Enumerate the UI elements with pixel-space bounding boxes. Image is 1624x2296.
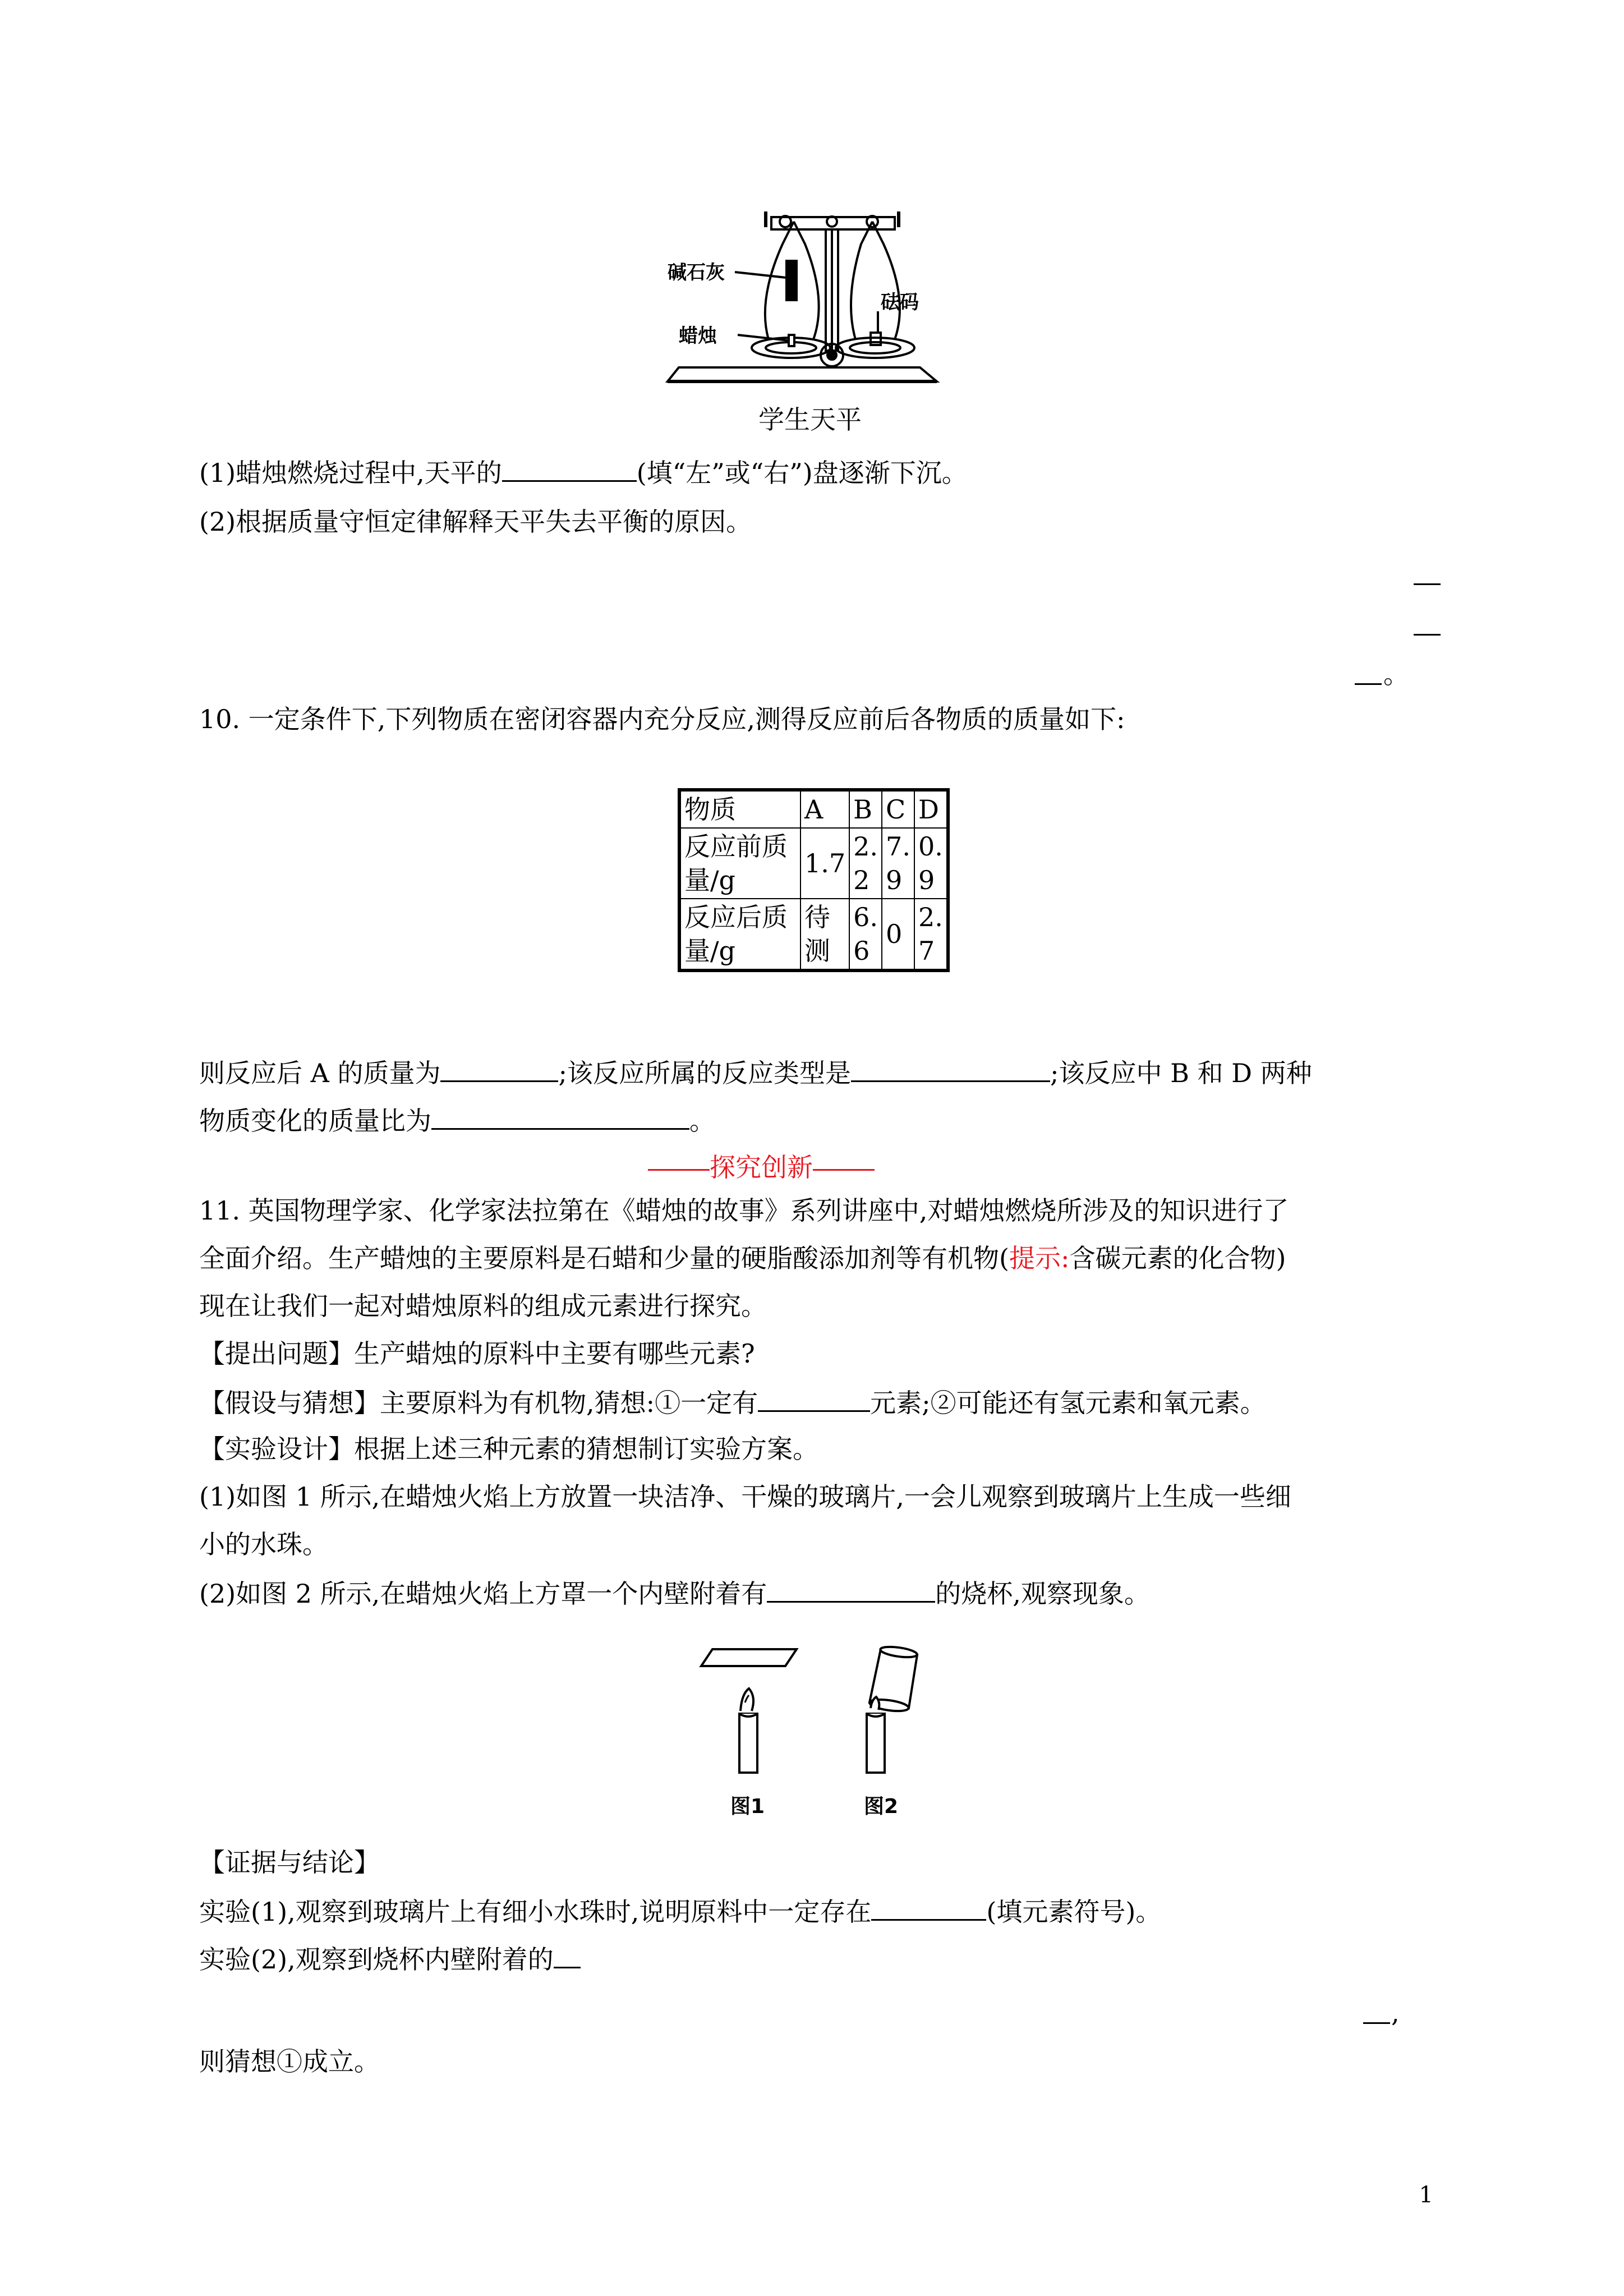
q10-answer-line1: 则反应后 A 的质量为 ;该反应所属的反应类型是 ;该反应中 B 和 D 两种: [199, 1055, 1312, 1090]
q11-hypothesis: 【假设与猜想】主要原料为有机物,猜想:①一定有 元素;②可能还有氢元素和氧元素。: [199, 1384, 1266, 1420]
q11-blank-element-symbol[interactable]: [871, 1893, 986, 1921]
q11-raise-question: 【提出问题】生产蜡烛的原料中主要有哪些元素?: [199, 1338, 755, 1369]
q9-part1-post: (填“左”或“右”)盘逐渐下沉。: [636, 458, 968, 488]
candle-experiment-figure: [696, 1644, 942, 1840]
q9-answer-line-2[interactable]: [1414, 634, 1441, 636]
table-row-label: 反应后质 量/g: [679, 899, 801, 970]
q9-end-mark: 。: [1383, 659, 1409, 689]
balance-caption: 学生天平: [758, 404, 862, 435]
label-weight: 砝码: [881, 291, 919, 314]
table-header-cell: 物质: [679, 790, 801, 828]
label-candle: 蜡烛: [679, 325, 717, 347]
fig2-label: 图2: [864, 1795, 899, 1818]
student-balance-figure: [656, 205, 970, 387]
q9-answer-line-1[interactable]: [1414, 583, 1441, 585]
q11-conclusion2: 实验(2),观察到烧杯内壁附着的: [199, 1941, 581, 1976]
table-cell: 1.7: [801, 828, 849, 899]
q11-evidence-heading: 【证据与结论】: [199, 1847, 380, 1878]
q9-part1: [199, 454, 968, 490]
q10-stem: 10. 一定条件下,下列物质在密闭容器内充分反应,测得反应前后各物质的质量如下:: [199, 704, 1125, 734]
table-header-cell: A: [801, 790, 849, 828]
hint-label: 提示:: [1009, 1243, 1070, 1273]
q9-part1-pre: (1)蜡烛燃烧过程中,天平的: [199, 458, 502, 488]
page-number: 1: [1419, 2182, 1433, 2208]
section-heading: 探究创新: [648, 1147, 875, 1184]
q11-blank-observation[interactable]: [554, 1941, 581, 1968]
q11-answer-line-end[interactable]: [1363, 2022, 1390, 2024]
q11-exp1-a: (1)如图 1 所示,在蜡烛火焰上方放置一块洁净、干燥的玻璃片,一会儿观察到玻璃片上生成一些细: [199, 1481, 1291, 1512]
q11-conclusion2-end: ,: [1391, 1998, 1400, 2028]
table-row-label: 反应前质 量/g: [679, 828, 801, 899]
q11-conclusion3: 则猜想①成立。: [199, 2046, 380, 2077]
q11-line1: 11. 英国物理学家、化学家法拉第在《蜡烛的故事》系列讲座中,对蜡烛燃烧所涉及的知识进行了: [199, 1195, 1289, 1226]
q10-answer-line2: 物质变化的质量比为 。: [199, 1102, 715, 1138]
table-cell: 待 测: [801, 899, 849, 970]
q9-part2: (2)根据质量守恒定律解释天平失去平衡的原因。: [199, 507, 752, 537]
table-row-after: [679, 899, 948, 970]
fig1-label: 图1: [730, 1795, 765, 1818]
q11-blank-element[interactable]: [758, 1384, 870, 1412]
table-cell: 0: [882, 899, 914, 970]
q11-exp2: (2)如图 2 所示,在蜡烛火焰上方罩一个内壁附着有 的烧杯,观察现象。: [199, 1575, 1150, 1611]
table-header-cell: B: [849, 790, 882, 828]
q11-line3: 现在让我们一起对蜡烛原料的组成元素进行探究。: [199, 1291, 767, 1321]
table-cell: 2. 7: [914, 899, 948, 970]
q11-design: 【实验设计】根据上述三种元素的猜想制订实验方案。: [199, 1434, 818, 1464]
table-header-cell: C: [882, 790, 914, 828]
q9-answer-line-3[interactable]: [1355, 683, 1382, 685]
table-row-before: [679, 828, 948, 899]
q11-conclusion1: 实验(1),观察到玻璃片上有细小水珠时,说明原料中一定存在 (填元素符号)。: [199, 1893, 1161, 1929]
q9-blank-side[interactable]: [502, 454, 637, 482]
table-cell: 7. 9: [882, 828, 914, 899]
q10-blank-mass-a[interactable]: [440, 1055, 558, 1082]
q11-blank-beaker-coating[interactable]: [767, 1575, 935, 1603]
q11-line2: 全面介绍。生产蜡烛的主要原料是石蜡和少量的硬脂酸添加剂等有机物(提示:含碳元素的化合物): [199, 1243, 1286, 1273]
table-cell: 0. 9: [914, 828, 948, 899]
table-header-row: [679, 790, 948, 828]
q11-exp1-b: 小的水珠。: [199, 1529, 328, 1559]
table-header-cell: D: [914, 790, 948, 828]
label-soda-lime: 碱石灰: [668, 261, 725, 284]
q10-blank-reaction-type[interactable]: [851, 1055, 1050, 1082]
q10-blank-ratio[interactable]: [431, 1102, 689, 1130]
mass-table: [678, 788, 950, 972]
table-cell: 2. 2: [849, 828, 882, 899]
table-cell: 6. 6: [849, 899, 882, 970]
